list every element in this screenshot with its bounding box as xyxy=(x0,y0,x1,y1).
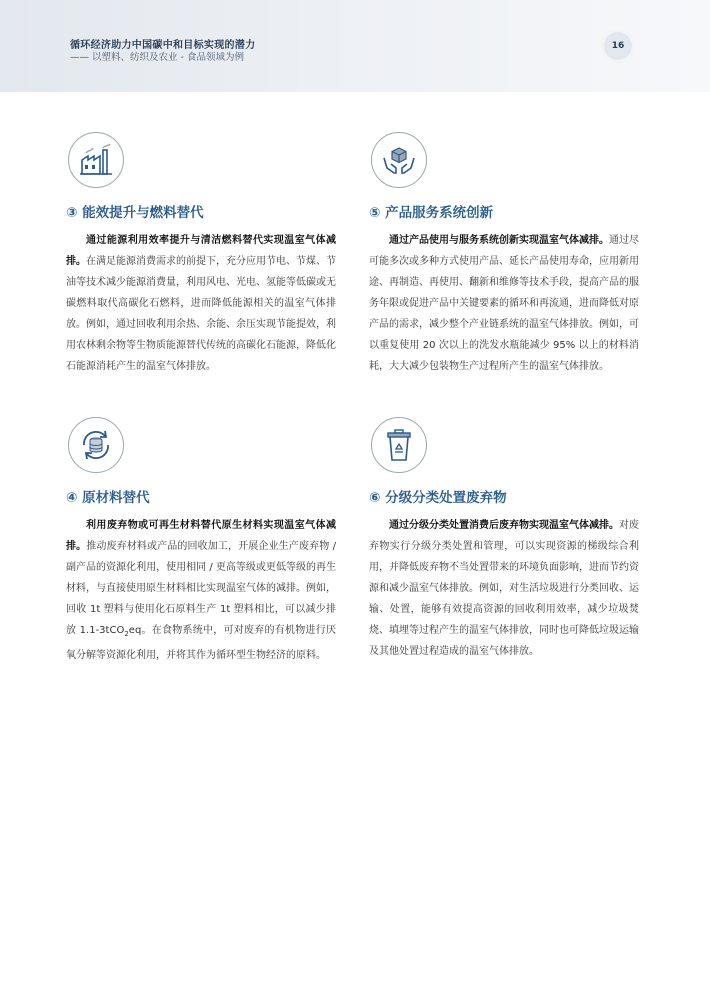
page-header xyxy=(0,0,710,92)
section-lead: 通过产品使用与服务系统创新实现温室气体减排。 xyxy=(389,235,609,246)
recycle-bin-icon xyxy=(371,417,427,473)
factory-icon xyxy=(68,132,124,188)
section-text: 通过尽可能多次或多种方式使用产品、延长产品使用寿命，应用新用途、再制造、再使用、翻新和维修等技术手段，提高产品的服务年限或促进产品中关键要素的循环和再流通，进而降低对原产品的需求，减少整个产业链系统的温室气体排放。例如，可以重复使用 20 次以上的洗发水瓶能减少 95% 以上的材料消耗，大大减少包装物生产过程所产生的温室气体排放。 xyxy=(369,235,639,372)
report-title: 循环经济助力中国碳中和目标实现的潜力 xyxy=(70,40,256,51)
recycle-stack-icon xyxy=(68,417,124,473)
section-title-energy: ③ 能效提升与燃料替代 xyxy=(66,205,204,221)
section-body-product-service xyxy=(369,230,639,377)
report-subtitle: —— 以塑料、纺织及农业 - 食品领域为例 xyxy=(70,52,244,63)
section-title-raw-material: ④ 原材料替代 xyxy=(66,490,150,506)
section-text: 推动废弃材料或产品的回收加工，开展企业生产废弃物 / 副产品的资源化利用，使用相同 / 更高等级或更低等级的再生材料，与直接使用原生材料相比实现温室气体的减排。例如，回收 1t 塑料与使用化石原料生产 1t 塑料相比，可以减少排放 1.1-3tCO xyxy=(66,541,336,636)
section-lead: 通过分级分类处置消费后废弃物实现温室气体减排。 xyxy=(389,520,619,531)
section-lead: 通过能源利用效率提升与清洁燃料替代实现温室气体减排。 xyxy=(66,235,336,267)
section-lead: 利用废弃物或可再生材料替代原生材料实现温室气体减排。 xyxy=(66,520,336,552)
page-number-badge: 16 xyxy=(604,32,632,60)
hands-box-icon xyxy=(371,132,427,188)
section-title-waste-sorting: ⑥ 分级分类处置废弃物 xyxy=(369,490,507,506)
section-text: 对废弃物实行分级分类处置和管理，可以实现资源的梯级综合利用，并降低废弃物不当处置带来的环境负面影响，进而节约资源和减少温室气体排放。例如，对生活垃圾进行分类回收、运输、处置，能够有效提高资源的回收利用效率，减少垃圾焚烧、填埋等过程产生的温室气体排放，同时也可降低垃圾运输及其他处置过程造成的温室气体排放。 xyxy=(369,520,639,657)
section-body-waste-sorting xyxy=(369,515,639,662)
section-text-continued: eq。在食物系统中，可对废弃的有机物进行厌氧分解等资源化利用，并将其作为循环型生物经济的原料。 xyxy=(66,625,337,661)
section-body-raw-material xyxy=(66,515,336,666)
section-text: 在满足能源消费需求的前提下，充分应用节电、节煤、节油等技术减少能源消费量，利用风电、光电、氢能等低碳或无碳燃料取代高碳化石燃料，进而降低能源相关的温室气体排放。例如，通过回收利用余热、余能、余压实现节能提效，利用农林剩余物等生物质能源替代传统的高碳化石能源，降低化石能源消耗产生的温室气体排放。 xyxy=(66,256,336,372)
subscript-two: 2 xyxy=(124,630,129,638)
section-body-energy xyxy=(66,230,336,377)
section-title-product-service: ⑤ 产品服务系统创新 xyxy=(369,205,494,221)
